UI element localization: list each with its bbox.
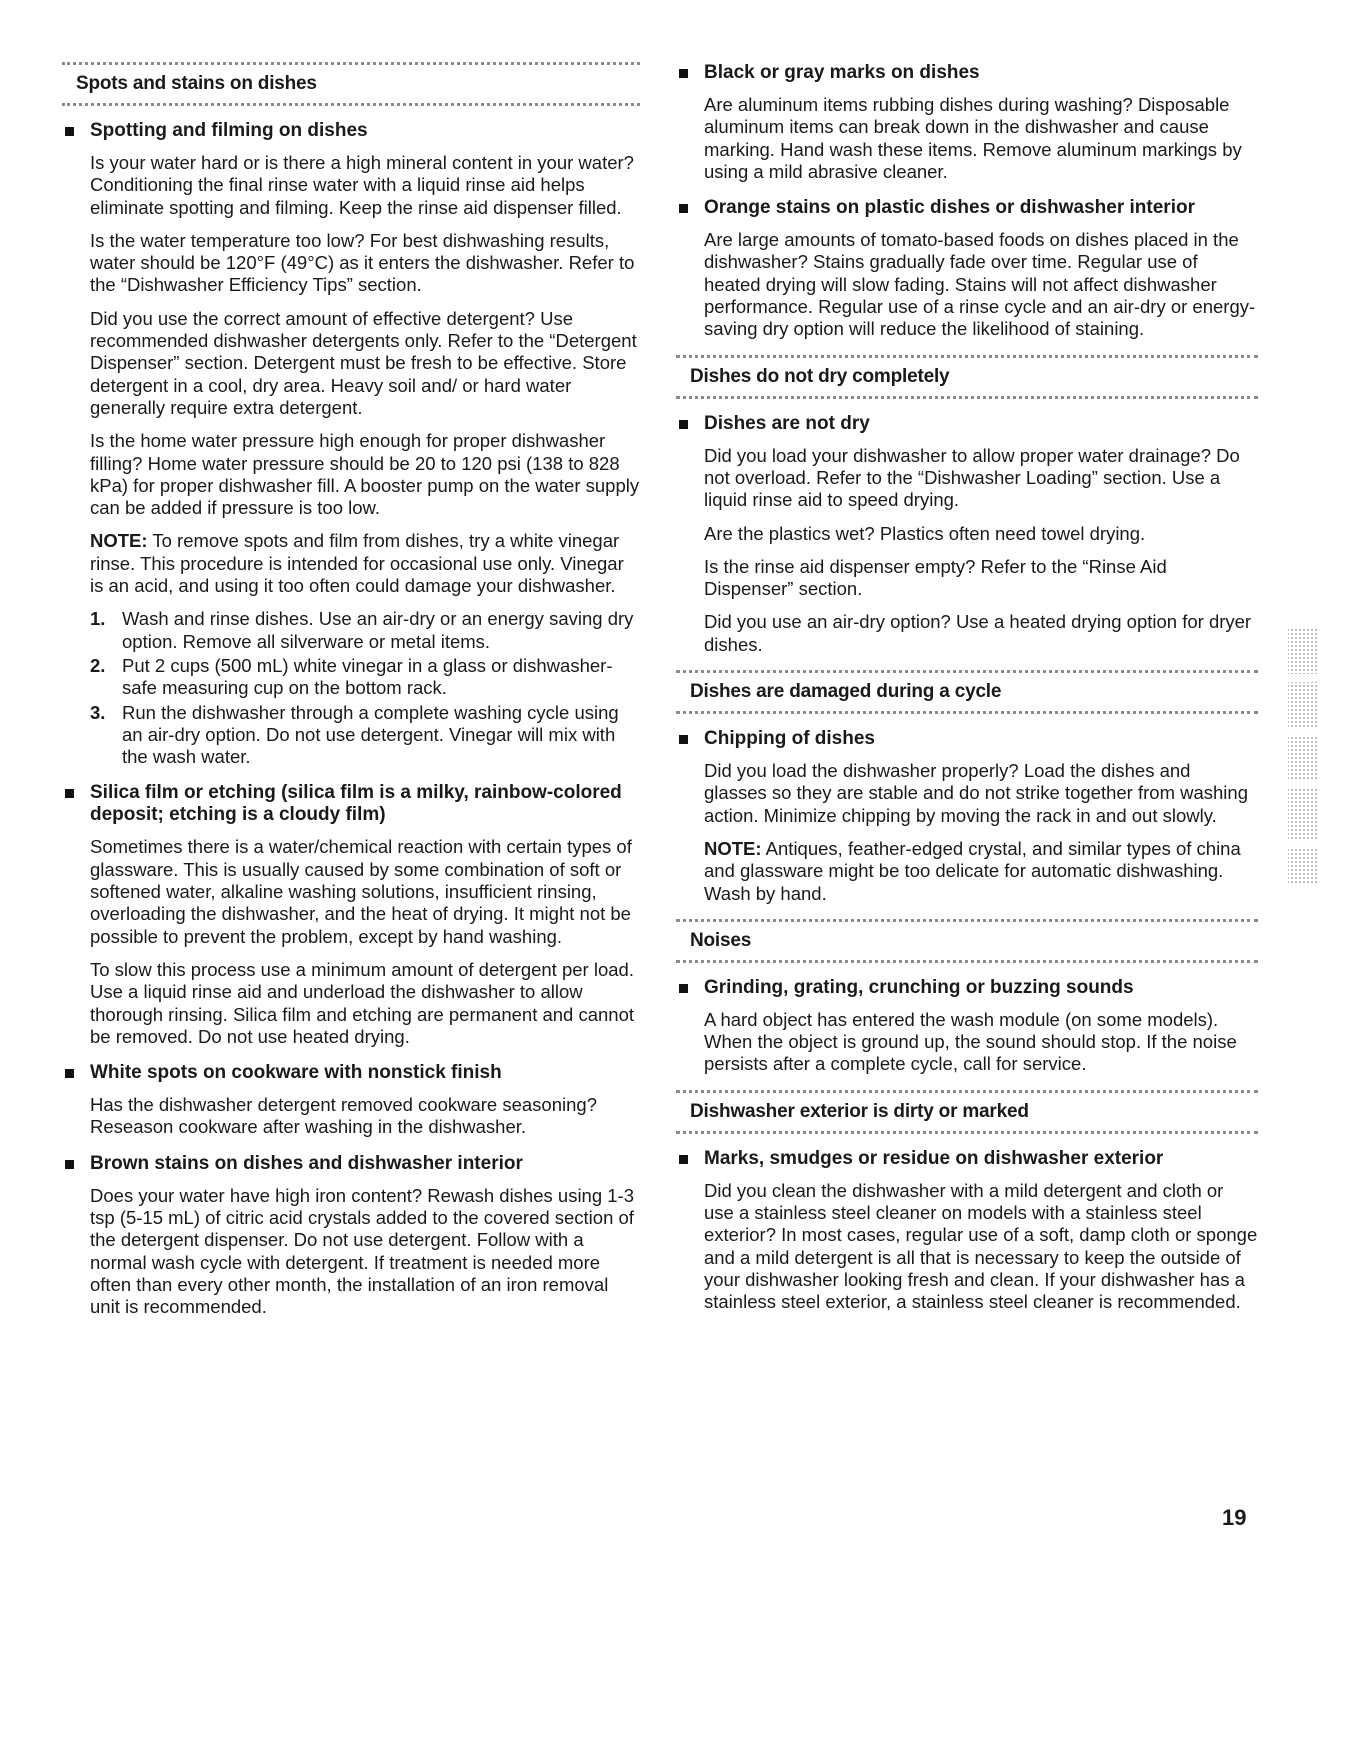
dotted-side-tab-graphic (1286, 628, 1320, 884)
step-number: 1. (90, 608, 106, 630)
paragraph: Did you use an air-dry option? Use a heated drying option for dryer dishes. (704, 611, 1252, 655)
issue-heading: Black or gray marks on dishes (704, 62, 980, 83)
section-header-noises (676, 919, 1258, 963)
issue-heading: Spotting and filming on dishes (90, 120, 368, 141)
paragraph: Did you load the dishwasher properly? Load the dishes and glasses so they are stable and do not strike together from washing action. Minimize chipping by moving the rack in and out slowly. (704, 760, 1248, 826)
section-header-not-dry (676, 355, 1258, 399)
step-number: 3. (90, 701, 106, 723)
paragraph: Is the rinse aid dispenser empty? Refer to the “Rinse Aid Dispenser” section. (704, 555, 1167, 600)
square-bullet-icon (679, 735, 688, 744)
issue-heading: Brown stains on dishes and dishwasher interior (90, 1152, 523, 1174)
issue-chipping (676, 728, 1258, 905)
page-number: 19 (1222, 1505, 1247, 1530)
issue-heading: Marks, smudges or residue on dishwasher exterior (704, 1147, 1164, 1169)
section-title: Dishwasher exterior is dirty or marked (690, 1100, 1029, 1122)
square-bullet-icon (65, 1160, 74, 1169)
section-title: Dishes do not dry completely (690, 365, 950, 387)
step-text: Wash and rinse dishes. Use an air-dry or an energy saving dry option. Remove all silverware or metal items. (122, 608, 634, 652)
section-header-spots-stains (62, 62, 640, 106)
issue-exterior-marks (676, 1148, 1258, 1314)
square-bullet-icon (679, 420, 688, 429)
paragraph: Is the home water pressure high enough for proper dishwasher filling? Home water pressure should be 20 to 120 psi (138 to 828 kPa) for proper dishwasher fill. A booster pump on the water supply can be added if pressure is too low. (90, 430, 640, 519)
dotted-rule-bottom (62, 103, 640, 106)
issue-black-gray-marks (676, 62, 1258, 183)
issue-grinding-sounds (676, 977, 1258, 1076)
dotted-rule-bottom (676, 396, 1258, 399)
right-column (676, 62, 1258, 1328)
issue-heading: Dishes are not dry (704, 412, 870, 434)
square-bullet-icon (65, 789, 74, 798)
square-bullet-icon (679, 984, 688, 993)
issue-dishes-not-dry (676, 413, 1258, 656)
step-text: Run the dishwasher through a complete washing cycle using an air-dry option. Do not use detergent. Vinegar will mix with the wash water. (122, 701, 619, 768)
paragraph: Is your water hard or is there a high mineral content in your water? Conditioning the final rinse water with a liquid rinse aid helps eliminate spotting and filming. Keep the rinse aid dispenser filled. (90, 152, 634, 218)
square-bullet-icon (679, 204, 688, 213)
paragraph: Are the plastics wet? Plastics often need towel drying. (704, 522, 1146, 544)
issue-orange-stains (676, 197, 1258, 340)
note-paragraph (90, 530, 640, 597)
section-title: Noises (690, 929, 752, 951)
issue-heading: Grinding, grating, crunching or buzzing sounds (704, 976, 1134, 998)
issue-silica-etching (62, 782, 640, 1048)
dotted-rule-bottom (676, 1131, 1258, 1134)
issue-heading: Orange stains on plastic dishes or dishwasher interior (704, 197, 1195, 219)
issue-brown-stains (62, 1153, 640, 1319)
note-text: Antiques, feather-edged crystal, and similar types of china and glassware might be too delicate for automatic dishwashing. Wash by hand. (704, 837, 1241, 904)
section-header-exterior (676, 1090, 1258, 1134)
paragraph: Sometimes there is a water/chemical reaction with certain types of glassware. This is usually caused by some combination of soft or softened water, alkaline washing solutions, insufficient rinsing, overloading the dishwasher, and the heat of drying. It might not be possible to prevent the problem, except by hand washing. (90, 836, 632, 947)
list-item (90, 655, 640, 700)
issue-heading: White spots on cookware with nonstick finish (90, 1062, 502, 1084)
section-header-damaged (676, 670, 1258, 714)
note-label: NOTE: (90, 530, 148, 552)
note-paragraph (704, 838, 1258, 905)
issue-heading: Chipping of dishes (704, 728, 875, 750)
note-label: NOTE: (704, 837, 762, 859)
left-column (62, 62, 640, 1332)
square-bullet-icon (65, 1069, 74, 1078)
square-bullet-icon (65, 127, 74, 136)
issue-spotting-filming (62, 120, 640, 768)
issue-white-spots-cookware (62, 1062, 640, 1139)
list-item (90, 702, 640, 769)
square-bullet-icon (679, 1155, 688, 1164)
square-bullet-icon (679, 69, 688, 78)
paragraph: Are aluminum items rubbing dishes during washing? Disposable aluminum items can break down in the dishwasher and cause marking. Hand wash these items. Remove aluminum markings by using a mild abrasive cleaner. (704, 94, 1242, 182)
paragraph: To slow this process use a minimum amount of detergent per load. Use a liquid rinse aid and underload the dishwasher to allow thorough rinsing. Silica film and etching are permanent and cannot be removed. Do not use heated drying. (90, 958, 635, 1047)
paragraph: Did you clean the dishwasher with a mild detergent and cloth or use a stainless steel cleaner on models with a stainless steel exterior? In most cases, regular use of a soft, damp cloth or sponge and a mild detergent is all that is necessary to keep the outside of your dishwasher looking fresh and clean. If your dishwasher has a stainless steel exterior, a stainless steel cleaner is recommended. (704, 1179, 1258, 1313)
dotted-rule-bottom (676, 960, 1258, 963)
vinegar-steps-list (90, 608, 640, 768)
paragraph: Did you use the correct amount of effective detergent? Use recommended dishwasher detergents only. Refer to the “Detergent Dispenser” section. Detergent must be fresh to be effective. Store detergent in a cool, dry area. Heavy soil and/ or hard water generally require extra detergent. (90, 307, 637, 418)
note-text: To remove spots and film from dishes, try a white vinegar rinse. This procedure is intended for occasional use only. Vinegar is an acid, and using it too often could damage your dishwasher. (90, 530, 624, 597)
issue-heading: Silica film or etching (silica film is a milky, rainbow-colored deposit; etching is a cloudy film) (90, 782, 622, 826)
step-number: 2. (90, 654, 106, 676)
paragraph: Did you load your dishwasher to allow proper water drainage? Do not overload. Refer to the “Dishwasher Loading” section. Use a liquid rinse aid to speed drying. (704, 444, 1240, 511)
paragraph: Does your water have high iron content? Rewash dishes using 1-3 tsp (5-15 mL) of citric acid crystals added to the covered section of the detergent dispenser. Do not use detergent. Follow with a normal wash cycle with detergent. If treatment is needed more often than every other month, the installation of an iron removal unit is recommended. (90, 1184, 635, 1318)
paragraph: Is the water temperature too low? For best dishwashing results, water should be 120°F (49°C) as it enters the dishwasher. Refer to the “Dishwasher Efficiency Tips” section. (90, 229, 635, 296)
list-item (90, 608, 640, 653)
paragraph: Are large amounts of tomato-based foods on dishes placed in the dishwasher? Stains gradually fade over time. Regular use of heated drying will slow fading. Stains will not affect dishwasher performance. Regular use of a rinse cycle and an air-dry or energy-saving dry option will reduce the likelihood of staining. (704, 229, 1256, 340)
section-title: Dishes are damaged during a cycle (690, 681, 1002, 703)
dotted-rule-bottom (676, 711, 1258, 714)
paragraph: Has the dishwasher detergent removed cookware seasoning? Reseason cookware after washing in the dishwasher. (90, 1094, 597, 1138)
paragraph: A hard object has entered the wash module (on some models). When the object is ground up, the sound should stop. If the noise persists after a complete cycle, call for service. (704, 1008, 1237, 1075)
section-title: Spots and stains on dishes (76, 73, 317, 94)
step-text: Put 2 cups (500 mL) white vinegar in a glass or dishwasher-safe measuring cup on the bottom rack. (122, 654, 613, 699)
